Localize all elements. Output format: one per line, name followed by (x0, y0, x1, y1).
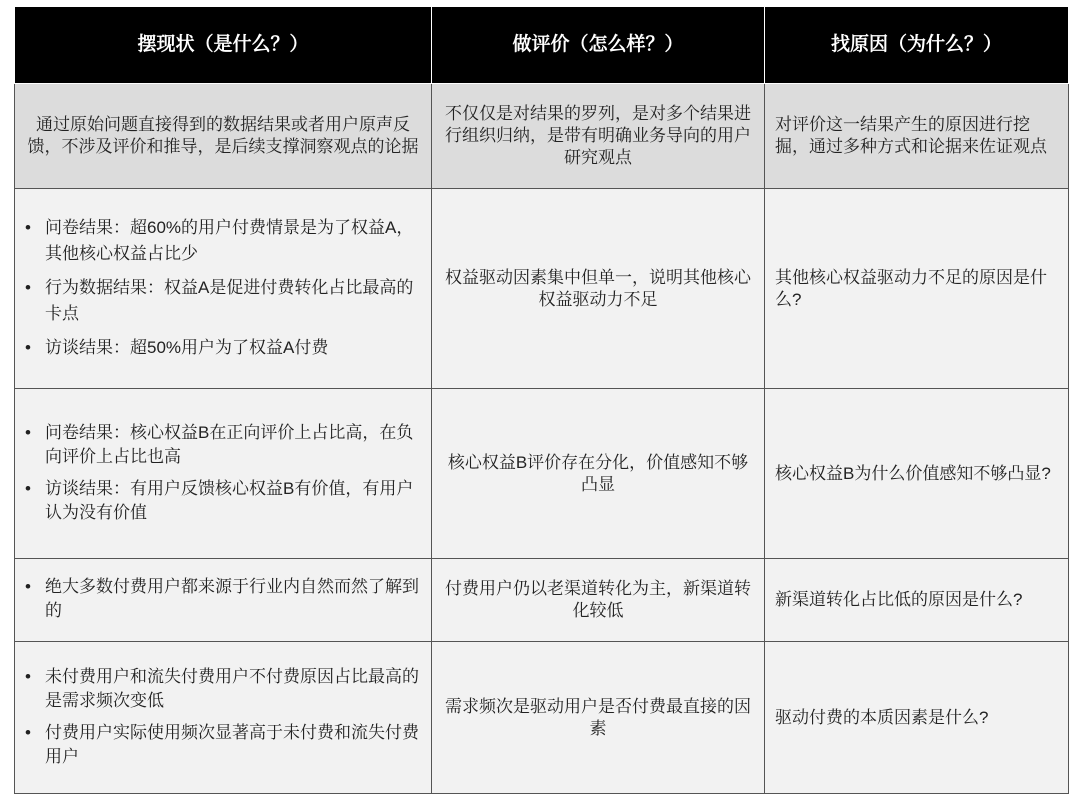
evaluation-cell: 权益驱动因素集中但单一，说明其他核心权益驱动力不足 (432, 189, 765, 389)
description-row (15, 84, 1069, 189)
evaluation-cell: 核心权益B评价存在分化，价值感知不够凸显 (432, 389, 765, 559)
fact-item: • 访谈结果：超50%用户为了权益A付费 (45, 335, 421, 361)
table-row (15, 559, 1069, 642)
reason-cell: 其他核心权益驱动力不足的原因是什么? (765, 189, 1069, 389)
table-row (15, 389, 1069, 559)
desc-evaluation: 不仅仅是对结果的罗列，是对多个结果进行组织归纳，是带有明确业务导向的用户研究观点 (432, 84, 765, 189)
header-row (15, 7, 1069, 84)
fact-item: • 问卷结果：核心权益B在正向评价上占比高，在负向评价上占比也高 (45, 421, 421, 469)
header-reason: 找原因（为什么？） (765, 7, 1069, 84)
reason-cell: 驱动付费的本质因素是什么? (765, 642, 1069, 794)
facts-cell (15, 389, 432, 559)
facts-cell (15, 642, 432, 794)
facts-cell (15, 559, 432, 642)
fact-item: • 未付费用户和流失付费用户不付费原因占比最高的是需求频次变低 (45, 665, 421, 713)
reason-cell: 新渠道转化占比低的原因是什么? (765, 559, 1069, 642)
fact-item: • 行为数据结果：权益A是促进付费转化占比最高的卡点 (45, 275, 421, 327)
evaluation-cell: 付费用户仍以老渠道转化为主，新渠道转化较低 (432, 559, 765, 642)
fact-item: • 访谈结果：有用户反馈核心权益B有价值，有用户认为没有价值 (45, 477, 421, 525)
fact-item: • 问卷结果：超60%的用户付费情景是为了权益A，其他核心权益占比少 (45, 215, 421, 267)
header-facts: 摆现状（是什么？） (15, 7, 432, 84)
reason-cell: 核心权益B为什么价值感知不够凸显? (765, 389, 1069, 559)
fact-item: • 绝大多数付费用户都来源于行业内自然而然了解到的 (45, 575, 421, 623)
insight-framework-table (14, 6, 1069, 794)
fact-item: • 付费用户实际使用频次显著高于未付费和流失付费用户 (45, 721, 421, 769)
facts-cell (15, 189, 432, 389)
table-row (15, 642, 1069, 794)
evaluation-cell: 需求频次是驱动用户是否付费最直接的因素 (432, 642, 765, 794)
header-evaluation: 做评价（怎么样？） (432, 7, 765, 84)
desc-facts: 通过原始问题直接得到的数据结果或者用户原声反馈，不涉及评价和推导，是后续支撑洞察观点的论据 (15, 84, 432, 189)
table-row (15, 189, 1069, 389)
desc-reason: 对评价这一结果产生的原因进行挖掘，通过多种方式和论据来佐证观点 (765, 84, 1069, 189)
